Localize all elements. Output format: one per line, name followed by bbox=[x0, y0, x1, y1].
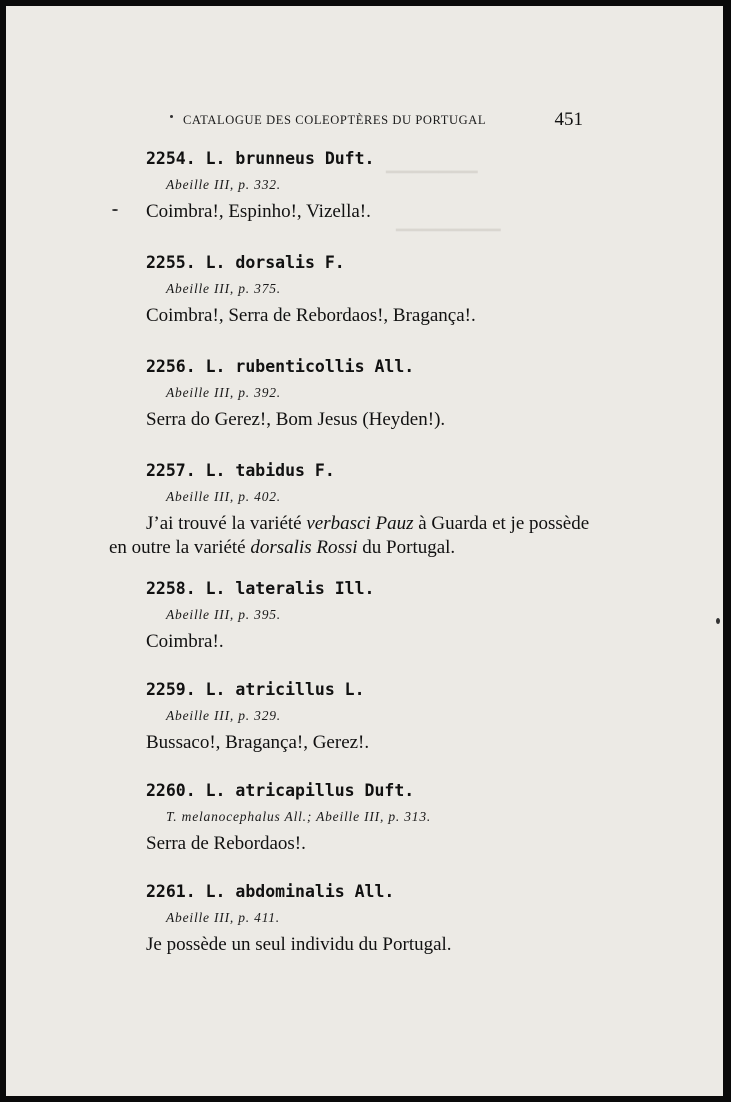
entry-reference: Abeille III, p. 329. bbox=[166, 708, 281, 723]
catalogue-entry bbox=[146, 252, 616, 328]
entry-number: 2261. bbox=[146, 882, 196, 901]
entry-title bbox=[146, 356, 616, 378]
page bbox=[6, 6, 723, 1096]
species-name: L. tabidus F. bbox=[205, 461, 335, 480]
species-name: L. brunneus Duft. bbox=[205, 149, 375, 168]
entry-number: 2259. bbox=[146, 680, 196, 699]
entry-title bbox=[146, 578, 616, 600]
entry-text-line: Coimbra!, Espinho!, Vizella!. bbox=[146, 201, 371, 222]
entry-number: 2256. bbox=[146, 357, 196, 376]
entry-localities bbox=[146, 832, 616, 856]
entry-localities bbox=[146, 408, 616, 432]
entry-text-line: Bussaco!, Bragança!, Gerez!. bbox=[146, 732, 370, 753]
bleed-through: ▁▁▁▁▁▁▁▁ bbox=[396, 212, 501, 231]
catalogue-entry bbox=[146, 679, 616, 755]
page-header bbox=[183, 109, 583, 133]
entry-reference: Abeille III, p. 392. bbox=[166, 385, 281, 400]
entry-localities bbox=[146, 304, 616, 328]
species-name: L. atricapillus Duft. bbox=[205, 781, 415, 800]
scan-speck bbox=[170, 115, 173, 118]
entry-text-line: Serra do Gerez!, Bom Jesus (Heyden!). bbox=[146, 409, 446, 430]
species-name: L. abdominalis All. bbox=[205, 882, 395, 901]
entry-text-line: Serra de Rebordaos!. bbox=[146, 833, 306, 854]
catalogue-entry bbox=[146, 148, 616, 224]
synonym: T. melanocephalus All.; bbox=[166, 809, 313, 824]
species-name: L. atricillus L. bbox=[205, 680, 365, 699]
entry-number: 2255. bbox=[146, 253, 196, 272]
entry-note bbox=[109, 512, 616, 560]
entry-title bbox=[146, 252, 616, 274]
species-name: L. dorsalis F. bbox=[205, 253, 345, 272]
species-name: L. lateralis Ill. bbox=[205, 579, 375, 598]
bleed-through: ▁▁▁▁▁▁▁ bbox=[386, 154, 478, 173]
entry-text-line: J’ai trouvé la variété verbasci Pauz à Guarda et je possède bbox=[146, 513, 590, 534]
entry-reference: Abeille III, p. 395. bbox=[166, 607, 281, 622]
species-name: L. rubenticollis All. bbox=[205, 357, 415, 376]
entry-text-line: en outre la variété dorsalis Rossi du Portugal. bbox=[109, 537, 456, 558]
entry-number: 2258. bbox=[146, 579, 196, 598]
entry-title bbox=[146, 881, 616, 903]
entry-text-line: Coimbra!. bbox=[146, 631, 224, 652]
catalogue-entry bbox=[146, 881, 616, 957]
entry-localities bbox=[146, 933, 616, 957]
scan-speck bbox=[716, 618, 720, 624]
page-number: 451 bbox=[554, 109, 583, 130]
entry-text-line: Coimbra!, Serra de Rebordaos!, Bragança!. bbox=[146, 305, 476, 326]
entry-reference: Abeille III, p. 411. bbox=[166, 910, 280, 925]
entry-reference: Abeille III, p. 402. bbox=[166, 489, 281, 504]
catalogue-entry bbox=[146, 356, 616, 432]
entry-title bbox=[146, 679, 616, 701]
catalogue-entry bbox=[146, 780, 616, 856]
entry-localities bbox=[146, 200, 616, 224]
entry-text-line: Je possède un seul individu du Portugal. bbox=[146, 934, 452, 955]
catalogue-entry bbox=[146, 578, 616, 654]
entry-number: 2254. bbox=[146, 149, 196, 168]
entry-number: 2260. bbox=[146, 781, 196, 800]
entry-localities bbox=[146, 731, 616, 755]
running-title: CATALOGUE DES COLEOPTÈRES DU PORTUGAL bbox=[183, 113, 487, 127]
entry-reference: Abeille III, p. 332. bbox=[166, 177, 281, 192]
entry-title bbox=[146, 148, 616, 170]
entry-number: 2257. bbox=[146, 461, 196, 480]
entry-title bbox=[146, 780, 616, 802]
variety-name: dorsalis Rossi bbox=[250, 537, 358, 558]
scan-speck bbox=[112, 209, 118, 211]
variety-name: verbasci Pauz bbox=[306, 513, 414, 534]
entry-title bbox=[146, 460, 616, 482]
entry-reference: Abeille III, p. 375. bbox=[166, 281, 281, 296]
entry-reference: T. melanocephalus All.; Abeille III, p. 313. bbox=[166, 809, 432, 824]
catalogue-entry bbox=[109, 460, 616, 560]
entry-localities bbox=[146, 630, 616, 654]
